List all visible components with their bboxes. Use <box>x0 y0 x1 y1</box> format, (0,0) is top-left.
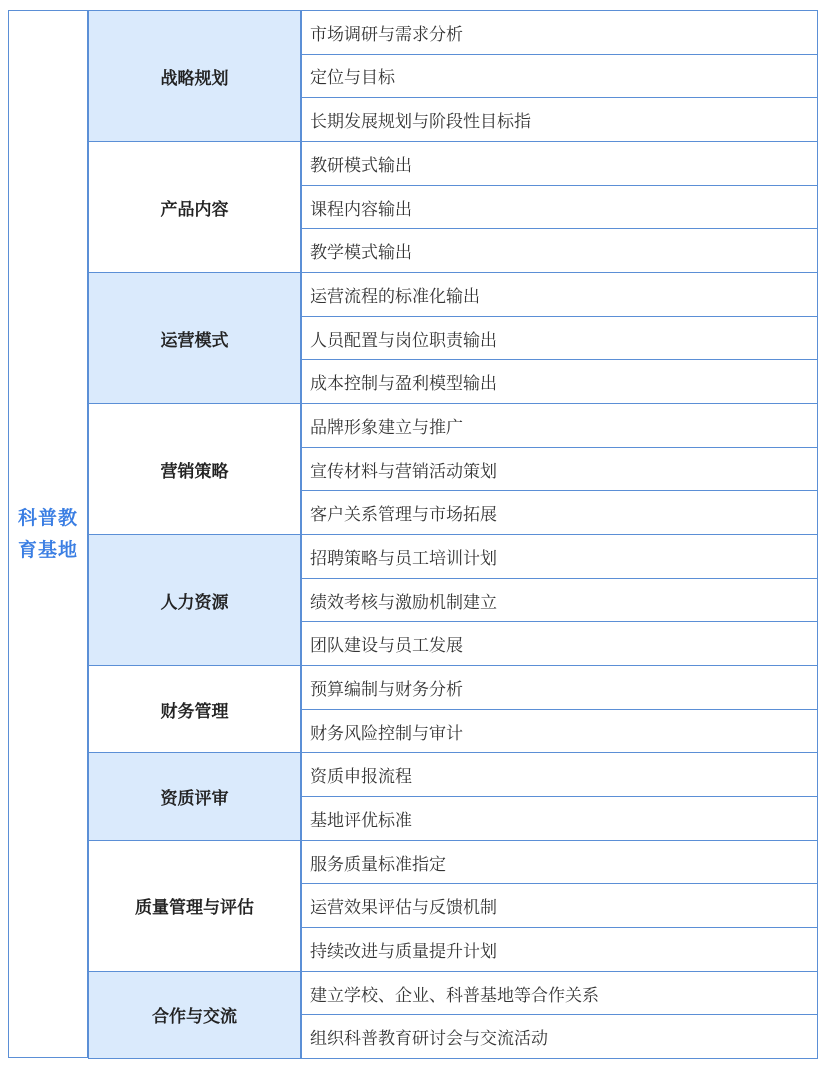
category-node <box>88 971 301 1059</box>
sub-item-label: 课程内容输出 <box>310 199 412 220</box>
sub-item-label: 招聘策略与员工培训计划 <box>310 548 497 569</box>
sub-item <box>301 796 818 841</box>
category-label: 质量管理与评估 <box>135 898 254 919</box>
category-node <box>88 752 301 840</box>
root-node <box>8 10 88 1058</box>
sub-item <box>301 1014 818 1059</box>
sub-item <box>301 621 818 666</box>
category-node <box>88 665 301 753</box>
sub-item-label: 团队建设与员工发展 <box>310 636 463 657</box>
sub-item <box>301 971 818 1016</box>
sub-item <box>301 840 818 885</box>
sub-item <box>301 141 818 186</box>
category-label: 财务管理 <box>160 701 229 722</box>
sub-item-label: 持续改进与质量提升计划 <box>310 941 497 962</box>
category-label: 产品内容 <box>160 199 229 220</box>
sub-item-label: 宣传材料与营销活动策划 <box>310 461 497 482</box>
sub-item <box>301 228 818 273</box>
sub-item-label: 教学模式输出 <box>310 243 412 264</box>
sub-item-label: 定位与目标 <box>310 68 395 89</box>
sub-item-label: 长期发展规划与阶段性目标指 <box>310 112 531 133</box>
category-node <box>88 10 301 142</box>
category-label: 合作与交流 <box>152 1007 237 1028</box>
sub-item <box>301 359 818 404</box>
sub-item <box>301 316 818 361</box>
sub-item-label: 资质申报流程 <box>310 767 412 788</box>
sub-item-label: 成本控制与盈利模型输出 <box>310 374 497 395</box>
sub-item-label: 运营流程的标准化输出 <box>310 286 480 307</box>
sub-item <box>301 97 818 142</box>
root-label: 科普教育基地 <box>17 507 78 561</box>
sub-item <box>301 490 818 535</box>
category-label: 运营模式 <box>160 330 229 351</box>
sub-item-label: 绩效考核与激励机制建立 <box>310 592 497 613</box>
sub-item <box>301 185 818 230</box>
sub-item <box>301 665 818 710</box>
category-label: 营销策略 <box>160 461 229 482</box>
sub-item <box>301 883 818 928</box>
sub-item-label: 品牌形象建立与推广 <box>310 417 463 438</box>
sub-item-label: 基地评优标准 <box>310 810 412 831</box>
sub-item <box>301 927 818 972</box>
sub-item <box>301 709 818 754</box>
sub-item <box>301 578 818 623</box>
sub-item-label: 客户关系管理与市场拓展 <box>310 505 497 526</box>
category-node <box>88 534 301 666</box>
sub-item <box>301 54 818 99</box>
category-label: 人力资源 <box>160 592 229 613</box>
mind-map-table <box>8 10 818 1058</box>
sub-item <box>301 447 818 492</box>
sub-item-label: 人员配置与岗位职责输出 <box>310 330 497 351</box>
category-label: 战略规划 <box>160 68 229 89</box>
category-label: 资质评审 <box>160 789 229 810</box>
sub-item <box>301 403 818 448</box>
sub-item-label: 财务风险控制与审计 <box>310 723 463 744</box>
sub-item-label: 运营效果评估与反馈机制 <box>310 898 497 919</box>
sub-item <box>301 534 818 579</box>
sub-item <box>301 10 818 55</box>
category-node <box>88 403 301 535</box>
category-node <box>88 840 301 972</box>
sub-item <box>301 752 818 797</box>
sub-item <box>301 272 818 317</box>
sub-item-label: 组织科普教育研讨会与交流活动 <box>310 1029 548 1050</box>
sub-item-label: 预算编制与财务分析 <box>310 679 463 700</box>
sub-item-label: 教研模式输出 <box>310 155 412 176</box>
sub-item-label: 建立学校、企业、科普基地等合作关系 <box>310 985 599 1006</box>
category-node <box>88 272 301 404</box>
sub-item-label: 服务质量标准指定 <box>310 854 446 875</box>
sub-item-label: 市场调研与需求分析 <box>310 24 463 45</box>
category-node <box>88 141 301 273</box>
